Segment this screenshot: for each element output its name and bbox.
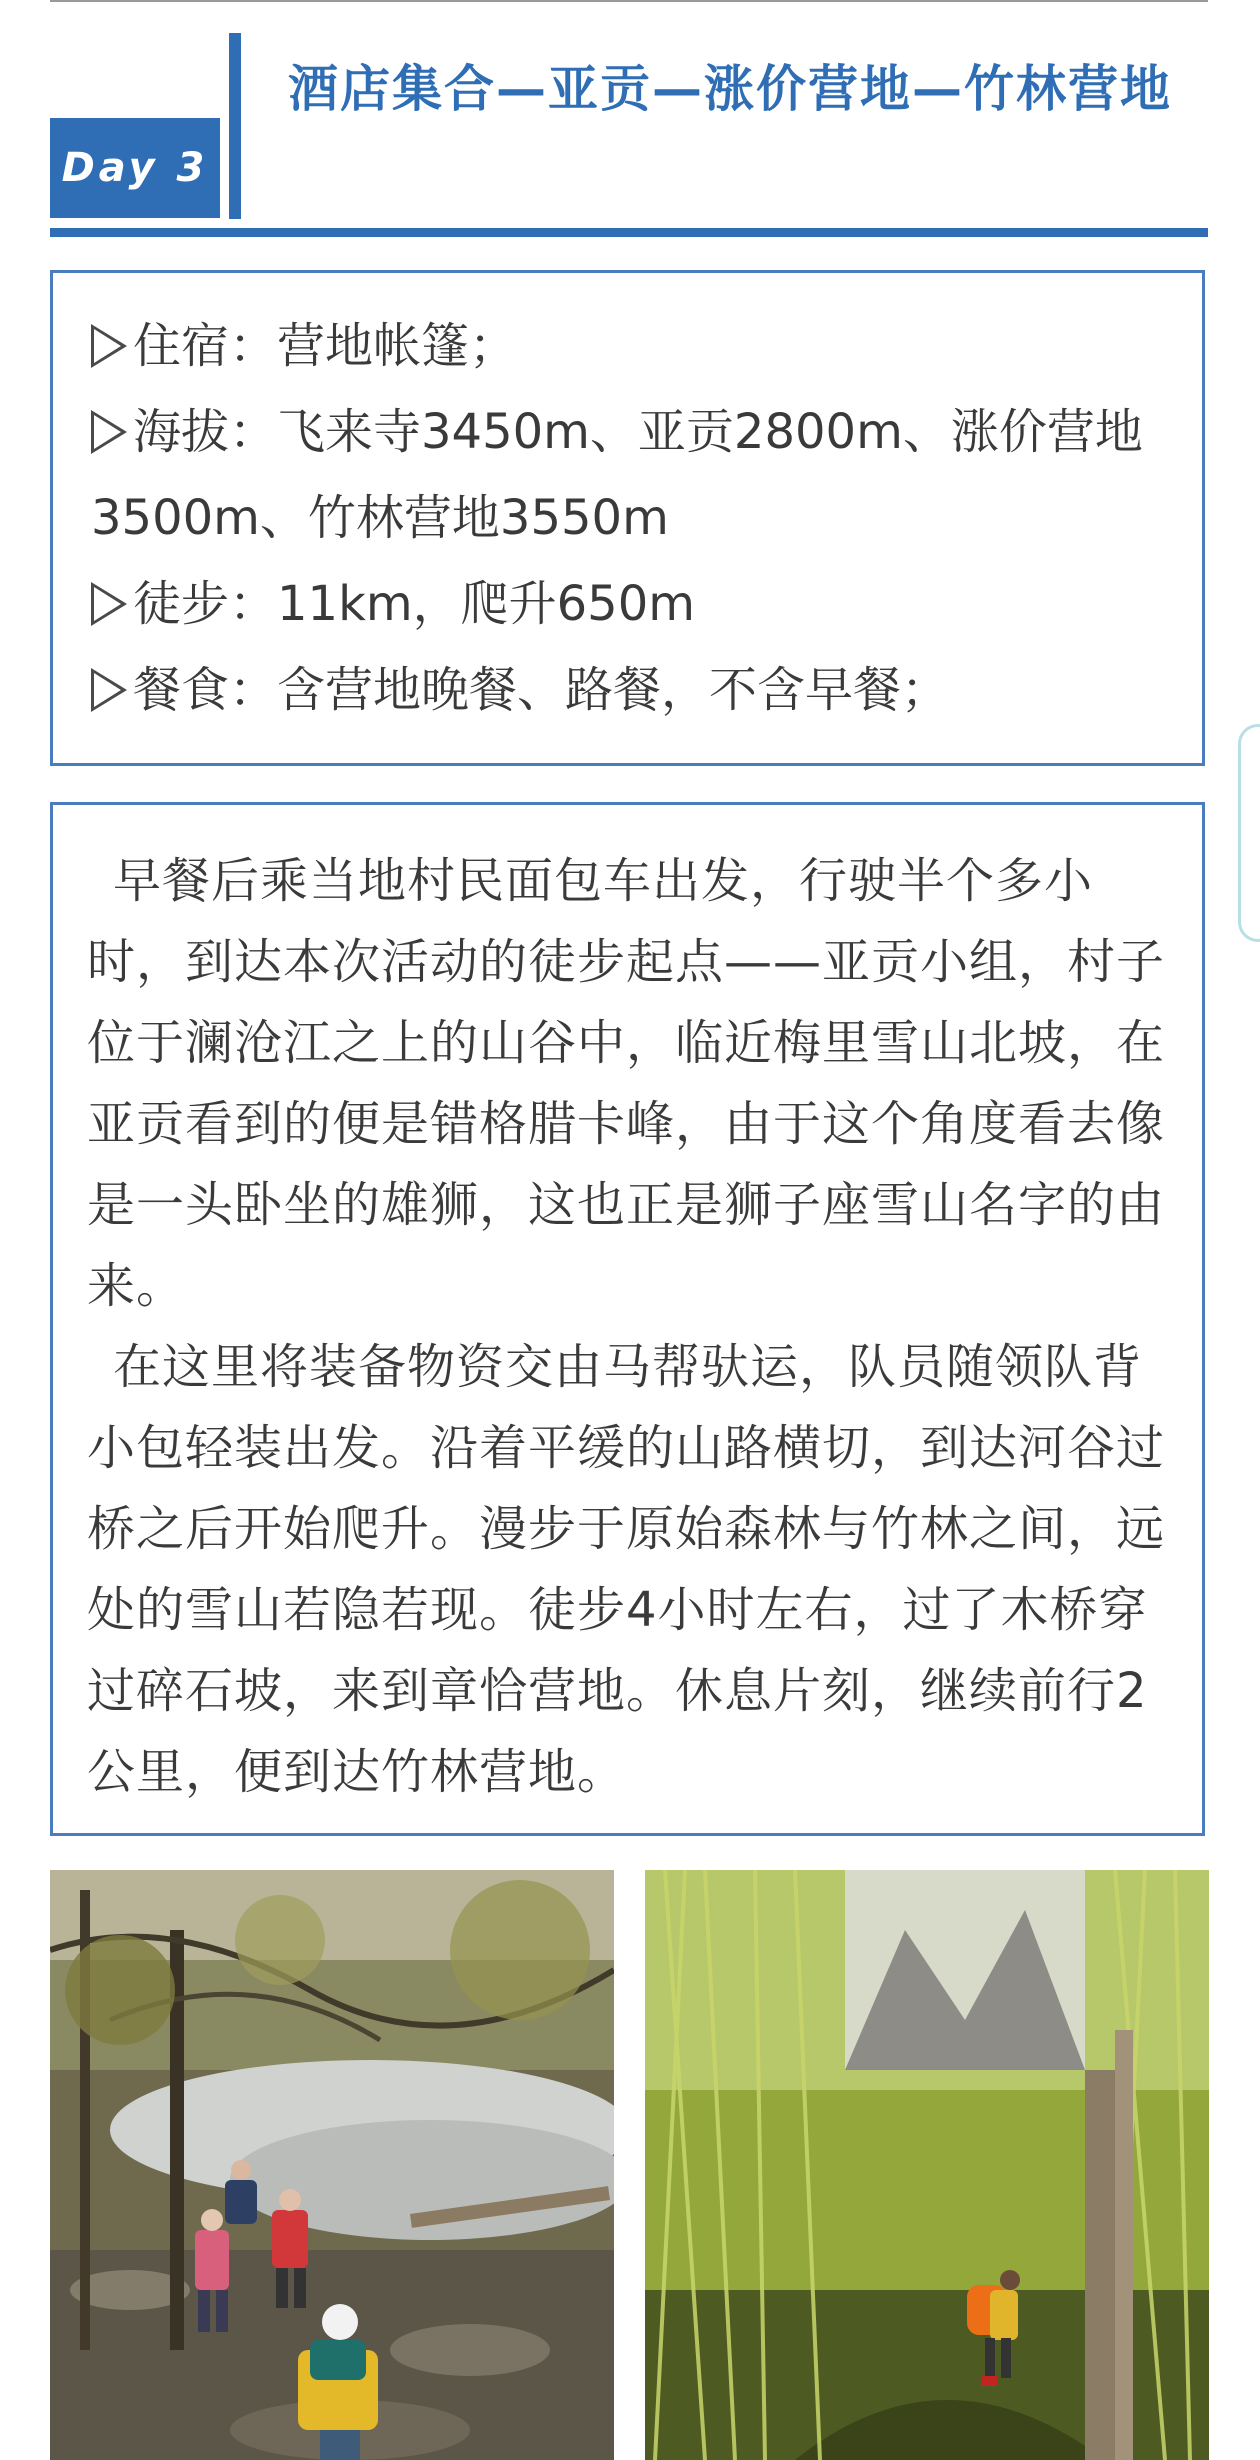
side-float-tab[interactable]: [1238, 724, 1260, 942]
top-divider: [50, 0, 1208, 2]
triangle-bullet-icon: [91, 668, 127, 712]
info-altitude: 海拔：飞来寺3450m、亚贡2800m、涨价营地3500m、竹林营地3550m: [91, 404, 1143, 546]
paragraph-hike: 在这里将装备物资交由马帮驮运，队员随领队背小包轻装出发。沿着平缓的山路横切，到达河谷过桥之后开始爬升。漫步于原始森林与竹林之间，远处的雪山若隐若现。徒步4小时左右，过了木桥穿过碎石坡，来到章恰营地。休息片刻，继续前行2公里，便到达竹林营地。: [87, 1339, 1166, 1800]
triangle-bullet-icon: [91, 582, 127, 626]
photo-bamboo-forest-hiker: [645, 1870, 1209, 2460]
itinerary-description: [50, 802, 1205, 1836]
info-meals: 餐食：含营地晚餐、路餐，不含早餐；: [91, 647, 1202, 733]
info-lodging: 住宿：营地帐篷；: [91, 303, 1202, 389]
title-underline: [50, 228, 1208, 237]
paragraph-departure: 早餐后乘当地村民面包车出发，行驶半个多小时，到达本次活动的徒步起点——亚贡小组，村子位于澜沧江之上的山谷中，临近梅里雪山北坡，在亚贡看到的便是错格腊卡峰，由于这个角度看去像是一头卧坐的雄狮，这也正是狮子座雪山名字的由来。: [87, 853, 1166, 1314]
trip-info-box: [50, 270, 1205, 766]
triangle-bullet-icon: [91, 324, 127, 368]
photo-hikers-riverbed: [50, 1870, 614, 2460]
info-hiking: 徒步：11km，爬升650m: [91, 561, 1202, 647]
title-accent-bar: [229, 33, 241, 219]
triangle-bullet-icon: [91, 410, 127, 454]
section-title: 酒店集合—亚贡—涨价营地—竹林营地: [288, 60, 1172, 118]
day-badge: Day 3: [50, 118, 220, 218]
